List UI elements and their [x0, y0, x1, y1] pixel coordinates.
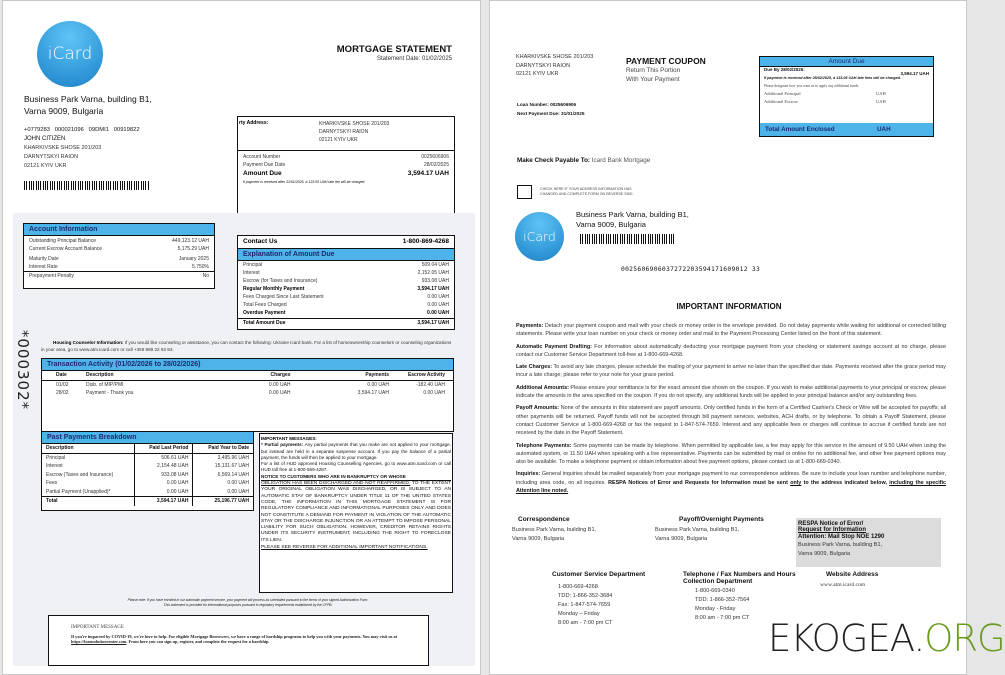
info-paragraph: Additional Amounts: Please ensure your remittance is for the exact amount due shown on the coupon. If you wish to make additional payments to your principal or escrow, please indicate the amounts in the area specified on the coupon. If you do not specify, any additional funds will be applied to your principal balance and/or any outstanding fees. [516, 384, 946, 400]
make-check-payable: Make Check Payable To: Icard Bank Mortgage [517, 157, 651, 164]
covid-message-box: IMPORTANT MESSAGE If you're impacted by COVID-19, we're here to help. For eligible Mortgage Borrowers, we have a range of hardship programs to help you with your payments. You may visit us at https://loansolutioncenter.com. From here you can sign up, register, and complete the request for a hardship. [48, 615, 429, 666]
statement-date: Statement Date: 01/02/2025 [376, 56, 452, 62]
coupon-page [489, 0, 1005, 675]
postal-barcode [24, 181, 149, 190]
customer-block: +0779283 000021096 09DMI1 00919822 JOHN CITIZEN KHARKIVSKE SHOSE 201/203 DARNYTSKYI RAION 02121 KYIV UKR [24, 127, 140, 169]
statement-page [2, 0, 481, 675]
important-info-body: Payments: Detach your payment coupon and mail with your check or money order in the envelope provided. Do not delay payments while waiting for additional or corrected billing statements. Please write your loan number on your check or money order and mail to the Payment Processing Center listed on the front of this statement. Automatic Payment Drafting: For information about automatically deducting your mortgage payment from your checking or statement savings account at no charge, please contact our Customer Service Department toll-free at 1-800-669-4268. Late Charges: To avoid any late charges, please schedule the mailing of your payment to arrive no later than the specified due date. Payments received after the grace period may incur a late charge; please refer to your note for your grace period. Additional Amounts: Please ensure your remittance is for the exact amount due shown on the coupon. If you wish to make additional payments to your principal or escrow, please indicate the amounts in the area specified on the coupon. If you do not specify, any additional funds will be applied to your principal balance and/or any outstanding fees. Payoff Amounts: None of the amounts in this statement are payoff amounts. Only certified funds in the form of a Certified Cashier's Check or Wire will be accepted for payoffs; all other payments will be returned. Payoff funds will not be accepted through bill payment services, websites, ACH drafts, or by telephone. To obtain a Payoff Statement, please contact Customer Service at 1-800-669-4268 or fax the request to 1-847-574-7659. Interest and any applicable fees or charges will continue to accrue if certified funds are not received by the date in the Payoff Statement. Telephone Payments: Some payments can be made by telephone. When permitted by applicable law, a fee may apply for this service in the amount of 9.50 UAH when using the automated system, or 11.50 UAH when speaking with a live representative. Payments can be submitted by mail or online for no additional fee, and other free payment options may also be available. To make a telephone payment or obtain information about free payment options, please contact us at 1-800-669-0340. Inquiries: General inquiries should be mailed separately from your mortgage payment to our correspondence address. Be sure to include your loan number and telephone number, including area code, on all inquiries. RESPA Notices of Error and Requests for Information must be sent only to the address indicated below, including the specific Attention line noted. [516, 323, 946, 495]
account-number: 0025606906 [421, 154, 449, 160]
collection-department: Telephone / Fax Numbers and Hours Collection Department 1-800-669-0340 TDD: 1-866-352-7564 Monday - Friday 8:00 am - 7:00 pm CT [683, 571, 796, 621]
past-payment-row: Total 3,594.17 UAH 25,196.77 UAH [42, 497, 253, 506]
past-payment-row: Principal 506.61 UAH 3,495.96 UAH [42, 453, 253, 462]
address-change-label: CHECK HERE IF YOUR ADDRESS INFORMATION HAS CHANGED AND COMPLETE FORM ON REVERSE SIDE. [540, 187, 634, 196]
coupon-title: PAYMENT COUPON Return This Portion With Your Payment [626, 56, 706, 83]
ocr-line: 0025606906037272203594171609012 33 [621, 266, 761, 273]
past-payment-row: Escrow (Taxes and Insurance) 933.08 UAH 6,569.14 UAH [42, 471, 253, 480]
icard-logo: iCard [515, 212, 564, 261]
past-payments-box: Past Payments Breakdown Description Paid Last Period Paid Year to Date Principal 506.61 UAH 3,495.96 UAH Interest 2,154.48 UAH 15,131.67 UAH Escrow (Taxes and Insurance) 933.08 UAH 6,569.14 UAH Fees 0.00 UAH 0.00 UAH Partial Payment (Unapplied)* 0.00 UAH 0.00 UAH Total 3,594.17 UAH 25,196.77 UAH [41, 431, 254, 511]
transaction-activity-box: Transaction Activity (01/02/2026 to 28/02/2026) Date Description Charges Payments Escrow Activity 01/02 Disb. of MIP/PMI 0.00 UAH 0.00 UAH -182.40 UAH 28/02 Payment - Thank you 0.00 UAH 3,594.17 UAH 0.00 UAH [41, 358, 454, 432]
explanation-row: Regular Monthly Payment 3,594.17 UAH [243, 286, 449, 292]
info-paragraph: Payments: Detach your payment coupon and mail with your check or money order in the envelope provided. Do not delay payments while waiting for additional or corrected billing statements. Please write your loan number on your check or money order and mail to the Payment Processing Center listed on the front of this statement. [516, 323, 946, 338]
explanation-row: Interest 2,152.05 UAH [243, 270, 449, 276]
explanation-row: Escrow (for Taxes and Insurance) 933.08 UAH [243, 278, 449, 284]
ekogea-watermark: EKOGEA.ORG [768, 617, 1005, 660]
please-note: Please note: If you have enrolled in our automatic payment service, your payment will process as scheduled pursuant to the terms of your signed Authorization Form. This statement is provided for informational purposes pursuant to regulatory requirements established by the CFPB. [127, 598, 369, 607]
customer-service: Customer Service Department 1-800-669-4268 TDD: 1-866-352-3684 Fax: 1-847-574-7659 Monday – Friday 8:00 am - 7:00 pm CT [552, 571, 646, 626]
past-payment-row: Partial Payment (Unapplied)* 0.00 UAH 0.00 UAH [42, 488, 253, 497]
vertical-code: *000302* [14, 329, 33, 411]
info-paragraph: Late Charges: To avoid any late charges, please schedule the mailing of your payment to arrive no later than the specified due date. Payments received after the grace period may incur a late charge; please refer to your note for your grace period. [516, 364, 946, 379]
info-paragraph: Automatic Payment Drafting: For information about automatically deducting your mortgage payment from your checking or statement savings account at no charge, please contact our Customer Service Department toll-free at 1-800-669-4268. [516, 343, 946, 358]
loan-solution-link[interactable]: https://loansolutioncenter.com [71, 639, 127, 644]
statement-title: MORTGAGE STATEMENT [336, 44, 452, 55]
amount-explanation-box: Contact Us 1-800-869-4268 Explanation of Amount Due Principal 509.04 UAH Interest 2,152.05 UAH Escrow (for Taxes and Insurance) 933.08 UAH Regular Monthly Payment 3,594.17 UAH Fees Charged Since Last Statement 0.00 UAH Total Fees Charged 0.00 UAH Overdue Payment 0.00 UAH Total Amount Due 3,594.17 UAH [237, 235, 455, 330]
explanation-row: Principal 509.04 UAH [243, 262, 449, 268]
coupon-barcode [580, 234, 676, 244]
important-messages-box: IMPORTANT MESSAGES: * Partial payments: Any partial payments that you make are not applied to your mortgage, but instead are held in a separate suspense account. If you pay the balance of a partial payment, the funds will then be applied to your mortgage. For a list of HUD approved Housing Counselling Agencies, go to www.atm.icard.com or call HUD toll free at 1-800-569-4287. NOTICE TO CUSTOMERS WHO ARE IN BANKRUPTCY OR WHOSE OBLIGATION HAS BEEN DISCHARGED AND NOT REAFFIRMED: TO THE EXTENT YOUR ORIGINAL OBLIGATION WAS DISCHARGED, OR IS SUBJECT TO AN AUTOMATIC STAY OF BANKRUPTCY UNDER TITLE 11 OF THE UNITED STATES CODE, THE INFORMATION IN THIS MORTGAGE STATEMENT IS FOR REGULATORY COMPLIANCE AND INFORMATIONAL PURPOSES ONLY AND DOES NOT CONSTITUTE A DEMAND FOR PAYMENT IN VIOLATION OF THE AUTOMATIC STAY OR THE DISCHARGE INJUNCTION OR AN ATTEMPT TO IMPOSE PERSONAL LIABILITY FOR SUCH OBLIGATION. HOWEVER, CREDITOR RETAINS RIGHTS UNDER ITS SECURITY INSTRUMENT, INCLUDING THE RIGHT TO FORECLOSE ITS LIEN. PLEASE SEE REVERSE FOR ADDITIONAL IMPORTANT NOTIFICATIONS. [259, 433, 453, 593]
coupon-company-address: Business Park Varna, building B1, Varna 9009, Bulgaria [576, 210, 689, 229]
transaction-row: 28/02 Payment - Thank you 0.00 UAH 3,594.17 UAH 0.00 UAH [56, 390, 445, 396]
icard-logo: iCard [37, 21, 103, 87]
amount-due: 3,594.17 UAH [407, 170, 449, 177]
company-address: Business Park Varna, building B1, Varna 9009, Bulgaria [24, 94, 152, 116]
property-box: rty Address: KHARKIVSKE SHOSE 201/203 DARNYTSKYI RAION 02121 KYIV UKR Account Number 0025606906 Payment Due Date 28/02/2025 Amount Due 3,594.17 UAH If payment is received after 31/01/2025, a 133.05 UAH late fee will be charged. [237, 116, 455, 236]
info-paragraph: Telephone Payments: Some payments can be made by telephone. When permitted by applicable law, a fee may apply for this service in the amount of 9.50 UAH when using the automated system, or 11.50 UAH when speaking with a live representative. Payments can be submitted by mail or online for no additional fee, and other free payment options may also be available. To make a telephone payment or obtain information about free payment options, please contact us at 1-800-669-0340. [516, 442, 946, 466]
explanation-row: Overdue Payment 0.00 UAH [243, 310, 449, 316]
payoff-address: Payoff/Overnight Payments Business Park Varna, building B1, Varna 9009, Bulgaria [655, 516, 764, 542]
coupon-amount-box: Amount Due Due By 28/02/2025: 3,594.17 UAH If payment is received after 28/02/2025, a 133.05 UAH late fees will be charged. Please designate how you want us to apply any additional funds. Additional Principal UAH Additional Escrow UAH Total Amount Enclosed UAH [759, 56, 934, 137]
respa-address: RESPA Notice of Error/ Request for Information Attention: Mail Stop NOE 1290 Business Park Varna, building B1, Varna 9009, Bulgaria [796, 518, 941, 567]
total-enclosed-row: Total Amount Enclosed UAH [760, 123, 933, 136]
contact-us: Contact Us 1-800-869-4268 [238, 236, 454, 249]
past-payment-row: Fees 0.00 UAH 0.00 UAH [42, 479, 253, 488]
housing-counselor-info: Housing Counselor Information: If you would like counseling or assistance, you can contact the following: Ukraine Icard bank. For a list of homeownership counselors or counseling organizations in your area, go to www.atm.icard.com or call +359 889 22 93 93. [41, 340, 452, 352]
correspondence-address: Correspondence Business Park Varna, building B1, Varna 9009, Bulgaria [512, 516, 597, 542]
explanation-row: Total Fees Charged 0.00 UAH [243, 302, 449, 308]
past-payment-row: Interest 2,154.48 UAH 15,131.67 UAH [42, 462, 253, 471]
important-info-title: IMPORTANT INFORMATION [676, 302, 782, 311]
website-address: Website Address www.atm.icard.com [820, 571, 879, 588]
address-change-checkbox[interactable] [517, 185, 532, 199]
transaction-row: 01/02 Disb. of MIP/PMI 0.00 UAH 0.00 UAH -182.40 UAH [56, 381, 445, 388]
loan-info: Loan Number: 0025606906 Next Payment Due: 31/01/2025 [517, 102, 585, 116]
info-paragraph: Payoff Amounts: None of the amounts in this statement are payoff amounts. Only certified funds in the form of a Certified Cashier's Check or Wire will be accepted for payoffs; all other payments will be returned. Payoff funds will not be accepted through bill payment services, websites, ACH drafts, or by telephone. To obtain a Payoff Statement, please contact Customer Service at 1-800-669-4268 or fax the request to 1-847-574-7659. Interest and any applicable fees or charges will continue to accrue if certified funds are not received by the date in the Payoff Statement. [516, 405, 946, 437]
explanation-row: Fees Charged Since Last Statement 0.00 UAH [243, 294, 449, 300]
account-info-box: Account Information Outstanding Principal Balance 449,123.12 UAH Current Escrow Account Balance 5,175.29 UAH Maturity Date January 2025 Interest Rate 5.750% Prepayment Penalty No [23, 223, 215, 289]
coupon-address: KHARKIVSKE SHOSE 201/203 DARNYTSKYI RAION 02121 KYIV UKR [516, 54, 594, 77]
due-date: 28/02/2025 [423, 162, 449, 168]
